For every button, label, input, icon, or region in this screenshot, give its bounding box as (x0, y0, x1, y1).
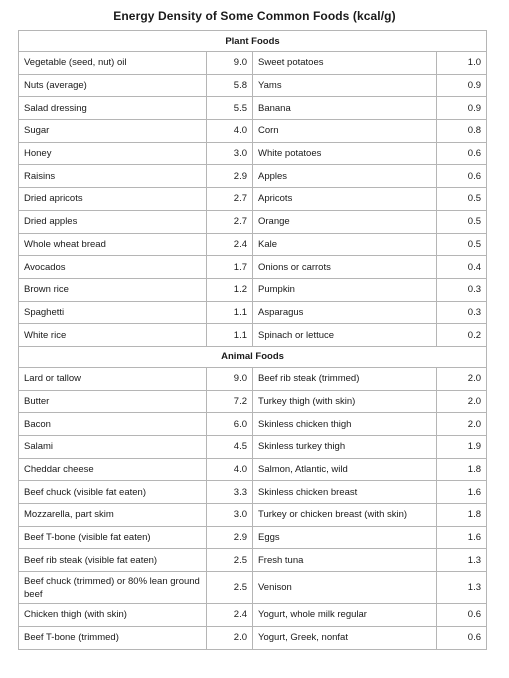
table-row (19, 504, 487, 527)
table-row (19, 367, 487, 390)
table-row (19, 481, 487, 504)
right-food-value: 1.8 (437, 504, 487, 527)
left-food-name: Chicken thigh (with skin) (19, 604, 207, 627)
table-row (19, 572, 487, 604)
right-food-value: 0.3 (437, 278, 487, 301)
left-food-value: 4.0 (207, 458, 253, 481)
left-food-value: 6.0 (207, 413, 253, 436)
right-food-value: 0.9 (437, 74, 487, 97)
table-row (19, 256, 487, 279)
table-title: Energy Density of Some Common Foods (kcal/g) (113, 9, 396, 23)
left-food-name: Raisins (19, 165, 207, 188)
left-food-value: 1.1 (207, 301, 253, 324)
right-food-name: Skinless chicken thigh (253, 413, 437, 436)
table-row (19, 549, 487, 572)
table-row (19, 390, 487, 413)
right-food-name: Onions or carrots (253, 256, 437, 279)
energy-density-table (18, 30, 487, 650)
left-food-name: Salad dressing (19, 97, 207, 120)
right-food-name: Orange (253, 210, 437, 233)
left-food-value: 2.9 (207, 165, 253, 188)
right-food-value: 1.9 (437, 436, 487, 459)
right-food-value: 2.0 (437, 367, 487, 390)
right-food-value: 0.6 (437, 626, 487, 649)
right-food-value: 0.9 (437, 97, 487, 120)
right-food-name: Turkey thigh (with skin) (253, 390, 437, 413)
left-food-value: 2.7 (207, 210, 253, 233)
left-food-name: White rice (19, 324, 207, 347)
table-row (19, 52, 487, 75)
right-food-value: 1.6 (437, 526, 487, 549)
right-food-name: White potatoes (253, 142, 437, 165)
left-food-value: 2.9 (207, 526, 253, 549)
table-row (19, 142, 487, 165)
right-food-value: 0.6 (437, 142, 487, 165)
left-food-name: Salami (19, 436, 207, 459)
table-row (19, 604, 487, 627)
right-food-name: Skinless chicken breast (253, 481, 437, 504)
left-food-value: 2.7 (207, 188, 253, 211)
right-food-name: Apricots (253, 188, 437, 211)
left-food-name: Dried apricots (19, 188, 207, 211)
left-food-value: 1.7 (207, 256, 253, 279)
right-food-value: 0.6 (437, 165, 487, 188)
right-food-name: Pumpkin (253, 278, 437, 301)
right-food-value: 1.0 (437, 52, 487, 75)
left-food-value: 5.5 (207, 97, 253, 120)
left-food-name: Lard or tallow (19, 367, 207, 390)
left-food-value: 2.4 (207, 233, 253, 256)
left-food-name: Nuts (average) (19, 74, 207, 97)
left-food-value: 3.0 (207, 142, 253, 165)
left-food-value: 7.2 (207, 390, 253, 413)
right-food-name: Yogurt, Greek, nonfat (253, 626, 437, 649)
left-food-name: Beef T-bone (trimmed) (19, 626, 207, 649)
left-food-value: 2.5 (207, 572, 253, 604)
right-food-value: 0.6 (437, 604, 487, 627)
right-food-value: 2.0 (437, 390, 487, 413)
left-food-name: Cheddar cheese (19, 458, 207, 481)
right-food-value: 1.3 (437, 572, 487, 604)
left-food-value: 4.0 (207, 120, 253, 143)
left-food-name: Beef T-bone (visible fat eaten) (19, 526, 207, 549)
right-food-name: Sweet potatoes (253, 52, 437, 75)
right-food-value: 0.4 (437, 256, 487, 279)
section-heading: Animal Foods (19, 346, 487, 367)
table-row (19, 278, 487, 301)
table-row (19, 436, 487, 459)
table-row (19, 526, 487, 549)
table-row (19, 324, 487, 347)
table-row (19, 188, 487, 211)
right-food-value: 0.3 (437, 301, 487, 324)
table-row (19, 233, 487, 256)
right-food-name: Skinless turkey thigh (253, 436, 437, 459)
left-food-name: Mozzarella, part skim (19, 504, 207, 527)
left-food-name: Honey (19, 142, 207, 165)
table-row (19, 97, 487, 120)
right-food-value: 1.6 (437, 481, 487, 504)
left-food-value: 1.1 (207, 324, 253, 347)
right-food-name: Apples (253, 165, 437, 188)
section-header-row (19, 346, 487, 367)
left-food-name: Dried apples (19, 210, 207, 233)
right-food-value: 2.0 (437, 413, 487, 436)
section-heading: Plant Foods (19, 31, 487, 52)
left-food-value: 2.4 (207, 604, 253, 627)
right-food-name: Corn (253, 120, 437, 143)
right-food-value: 1.8 (437, 458, 487, 481)
left-food-value: 2.0 (207, 626, 253, 649)
table-row (19, 165, 487, 188)
right-food-value: 0.2 (437, 324, 487, 347)
left-food-name: Brown rice (19, 278, 207, 301)
right-food-value: 0.8 (437, 120, 487, 143)
left-food-value: 4.5 (207, 436, 253, 459)
left-food-name: Beef chuck (visible fat eaten) (19, 481, 207, 504)
left-food-name: Sugar (19, 120, 207, 143)
right-food-name: Fresh tuna (253, 549, 437, 572)
table-row (19, 301, 487, 324)
right-food-name: Spinach or lettuce (253, 324, 437, 347)
left-food-name: Spaghetti (19, 301, 207, 324)
left-food-name: Butter (19, 390, 207, 413)
right-food-name: Salmon, Atlantic, wild (253, 458, 437, 481)
right-food-name: Asparagus (253, 301, 437, 324)
right-food-name: Kale (253, 233, 437, 256)
table-row (19, 413, 487, 436)
table-row (19, 626, 487, 649)
left-food-value: 3.0 (207, 504, 253, 527)
table-row (19, 210, 487, 233)
left-food-value: 9.0 (207, 367, 253, 390)
table-body (19, 31, 487, 650)
left-food-name: Beef chuck (trimmed) or 80% lean ground beef (19, 572, 207, 604)
section-header-row (19, 31, 487, 52)
right-food-value: 0.5 (437, 188, 487, 211)
right-food-name: Eggs (253, 526, 437, 549)
table-row (19, 458, 487, 481)
right-food-value: 1.3 (437, 549, 487, 572)
left-food-name: Whole wheat bread (19, 233, 207, 256)
right-food-value: 0.5 (437, 233, 487, 256)
left-food-name: Beef rib steak (visible fat eaten) (19, 549, 207, 572)
table-row (19, 74, 487, 97)
table-row (19, 120, 487, 143)
left-food-value: 9.0 (207, 52, 253, 75)
left-food-value: 2.5 (207, 549, 253, 572)
right-food-name: Yogurt, whole milk regular (253, 604, 437, 627)
left-food-name: Vegetable (seed, nut) oil (19, 52, 207, 75)
right-food-name: Turkey or chicken breast (with skin) (253, 504, 437, 527)
right-food-value: 0.5 (437, 210, 487, 233)
left-food-name: Avocados (19, 256, 207, 279)
right-food-name: Banana (253, 97, 437, 120)
left-food-value: 1.2 (207, 278, 253, 301)
right-food-name: Yams (253, 74, 437, 97)
right-food-name: Venison (253, 572, 437, 604)
left-food-name: Bacon (19, 413, 207, 436)
right-food-name: Beef rib steak (trimmed) (253, 367, 437, 390)
left-food-value: 5.8 (207, 74, 253, 97)
left-food-value: 3.3 (207, 481, 253, 504)
